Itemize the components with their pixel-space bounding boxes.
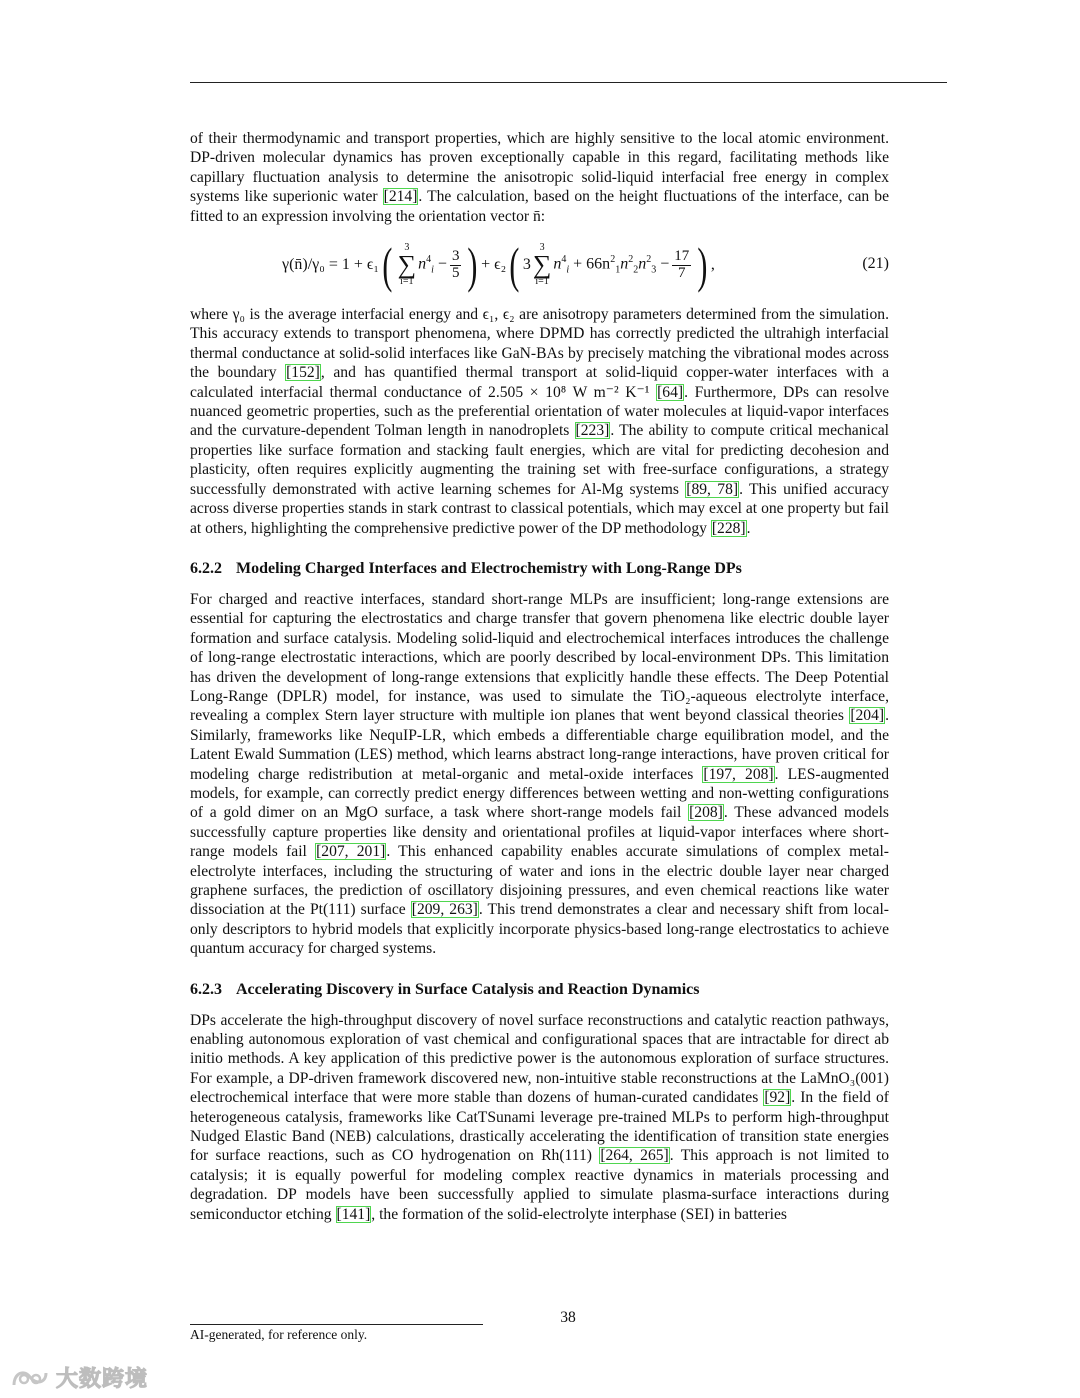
header-rule [190,82,947,83]
section-6-2-2-paragraph [190,590,889,959]
equation-body [282,229,715,301]
citation-link[interactable]: [204] [850,707,885,725]
text-run: DPs accelerate the high-throughput discovery of novel surface reconstructions and catalytic reaction pathways, enabling autonomous exploration of vast chemical and configurational spaces that are intractable for direct ab initio methods. A key application of this predictive power is the autonomous exploration of surface structures. For example, a DP-driven framework discovered new, non-intuitive stable reconstructions at the LaMnO₃(001) electrochemical interface that were more stable than dozens of human-curated candidates [190,1011,889,1107]
section-heading-6-2-2 [190,560,889,578]
footnote-rule [190,1324,483,1325]
sum-lower-limit: i=1 [535,276,549,288]
text-run: . The ability to compute critical mechanical properties like surface formation and stacking fault energies, which are vital for predicting decohesion and plasticity, often requires explicitly augmenting the training set with free-surface configurations, a strategy successfully demonstrated with active learning schemes for Al-Mg systems [190,422,889,498]
term-n-i-2: $n^4_i$ [553,254,570,276]
text-run: , and has quantified thermal transport at solid-liquid copper-water interfaces with a calculated interfacial thermal conductance of 2.505 × 10⁸ W m⁻² K⁻¹ [190,364,889,401]
comma: , [710,256,715,274]
sigma-symbol: ∑ [532,250,552,280]
equation-number: (21) [862,255,889,273]
fraction-numerator: 17 [674,247,690,264]
section-6-2-3-paragraph [190,1011,889,1224]
sum-upper-limit: 3 [404,242,410,254]
page-body [190,129,889,1224]
citation-link[interactable]: [92] [764,1089,791,1107]
equation-21 [190,229,889,301]
text-run: . This unified accuracy across diverse properties stands in stark contrast to classical potentials, which may excel at one property but fail at others, highlighting the comprehensive predictive power of the DP methodology [190,480,889,537]
sum-upper-limit: 3 [539,242,545,254]
text-run: . The calculation, based on the height fluctuations of the interface, can be fitted to an expression involving the orientation vector n̄: [190,188,889,225]
fraction-denominator: 5 [451,264,460,281]
fraction-denominator: 7 [677,264,686,281]
footnote: AI-generated, for reference only. [190,1327,368,1342]
watermark-logo-icon [10,1365,50,1391]
section-heading-6-2-3 [190,981,889,999]
text-run: . LES-augmented models, for example, can correctly predict energy differences between wetting and non-wetting configurations of a gold dimer on an MgO surface, a task where short-range models fail [190,765,889,822]
page-number: 38 [560,1309,576,1326]
fraction-17-7 [672,249,691,282]
term-variable: n [418,255,427,273]
citation-link[interactable]: [197, 208] [703,765,774,783]
citation-link[interactable]: [152] [286,364,320,382]
epsilon2-term: + ϵ₂ [481,256,507,274]
citation-link[interactable]: [89, 78] [686,480,739,498]
text-run: For charged and reactive interfaces, standard short-range MLPs are insufficient; long-range extensions are essential for capturing the electrostatics and charge transfer that govern phenomena like electric double layer formation and surface catalysis. Modeling solid-liquid and electrochemical interfaces introduces the challenge of long-range electrostatic interactions, which are poorly described by local-environment DPs. This limitation has driven the development of long-range extensions that explicitly handle these effects. The Deep Potential Long-Range (DPLR) model, for instance, was used to simulate the TiO₂-aqueous electrolyte interface, revealing a complex Stern layer structure with multiple ion planes that went beyond classical theories [190,590,889,725]
citation-link[interactable]: [141] [336,1205,371,1223]
text-run: where γ₀ is the average interfacial energy and ϵ₁, ϵ₂ are anisotropy parameters determined from the simulation. This accuracy extends to transport phenomena, where DPMD has correctly predicted the ultrahigh interfacial thermal conductance at solid-solid interfaces like GaN-BAs by precisely matching the vibrational modes across the boundary [190,306,889,382]
intro-paragraph [190,129,889,226]
fraction-numerator: 3 [451,247,460,264]
text-run: . Furthermore, DPs can resolve nuanced geometric properties, such as the preferential orientation of water molecules at liquid-vapor interfaces and the curvature-dependent Tolman length in nanodroplets [190,383,889,440]
text-run: . These advanced models successfully capture properties like density and orientational profiles at liquid-vapor interfaces where short-range models fail [190,804,889,861]
left-paren: ( [382,237,393,294]
text-run: , the formation of the solid-electrolyte interphase (SEI) in batteries [371,1205,787,1223]
citation-link[interactable]: [207, 201] [316,843,386,861]
right-paren: ) [467,237,478,294]
citation-link[interactable]: [208] [689,804,723,822]
watermark-text: 大数跨境 [56,1367,149,1392]
text-run: . Similarly, frameworks like NequIP-LR, which embeds a differentiable charge equilibration model, and the Latent Ewald Summation (LES) method, which learns abstract long-range interactions, have proven critical for modeling charge redistribution at metal-organic and metal-oxide interfaces [190,707,889,783]
citation-link[interactable]: [223] [575,422,610,440]
right-paren-2: ) [697,237,708,294]
term-n-i: $n^4_i$ − [418,254,447,276]
text-run: . In the field of heterogeneous catalysis, frameworks like CatTSunami leverage pre-trained MLPs to perform high-throughput Nudged Elastic Band (NEB) calculations, drastically accelerating the identification of transition state energies for surface reactions, such as CO hydrogenation on Rh(111) [190,1089,889,1165]
fraction-3-5 [450,249,462,282]
term-variable: n [553,255,562,273]
citation-link[interactable]: [264, 265] [600,1147,669,1165]
left-paren-2: ( [509,237,520,294]
text-run: of their thermodynamic and transport properties, which are highly sensitive to the local atomic environment. DP-driven molecular dynamics has proven exceptionally capable in this regard, facilitating methods like capillary fluctuation analysis to determine the anisotropic solid-liquid interfacial free energy in complex systems like superionic water [190,130,889,206]
summation [398,243,417,287]
sigma-symbol: ∑ [397,250,417,280]
citation-link[interactable]: [228] [711,519,746,537]
watermark [10,1362,148,1393]
citation-link[interactable]: [209, 263] [411,901,478,919]
summation-2 [533,243,552,287]
section-title: Accelerating Discovery in Surface Catalysis and Reaction Dynamics [236,980,700,998]
text-run: . This trend demonstrates a clear and necessary shift from local-only descriptors to hybrid models that explicitly incorporate physics-based long-range electrostatics to achieve quantum accuracy for charged systems. [190,901,889,958]
sum-lower-limit: i=1 [400,276,414,288]
citation-link[interactable]: [64] [657,383,684,401]
section-number: 6.2.3 [190,980,222,998]
coefficient: 3 [522,256,531,274]
section-title: Modeling Charged Interfaces and Electrochemistry with Long-Range DPs [236,559,742,577]
text-run: . This approach is not limited to catalysis; it is equally powerful for modeling complex reactive dynamics in materials processing and degradation. DP models have been successfully applied to simulate plasma-surface interactions during semiconductor etching [190,1147,889,1223]
paragraph-after-equation [190,305,889,538]
citation-link[interactable]: [214] [383,188,418,206]
cross-term: + $66n^2_1n^2_2n^2_3$ − [573,254,670,276]
text-run: . [746,519,751,537]
section-number: 6.2.2 [190,559,222,577]
equation-lhs: γ(n̄)/γ₀ = 1 + ϵ₁ [282,256,379,274]
cross-term-text: + 66n [573,255,611,273]
text-run: . This enhanced capability enables accurate simulations of complex metal-electrolyte interfaces, including the structuring of water and ions in the electric double layer near charged graphene surfaces, the prediction of oscillatory disjoining pressures, and even chemical reactions like water dissociation at the Pt(111) surface [190,843,889,919]
